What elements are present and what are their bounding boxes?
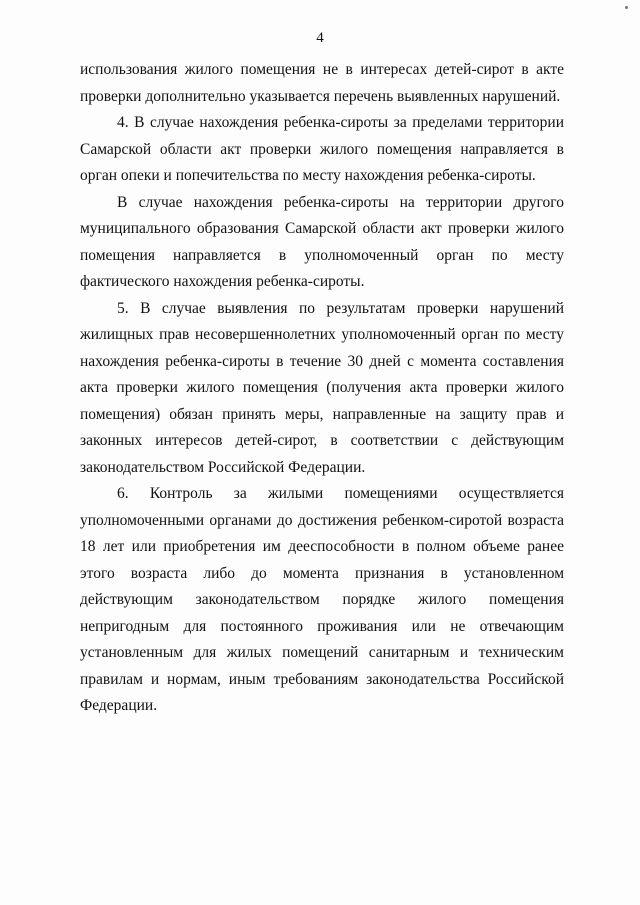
paragraph-continuation: использования жилого помещения не в интересах детей-сирот в акте проверки дополнительно указывается перечень выявленных нарушений. [80, 61, 564, 105]
scan-speck [625, 6, 628, 9]
page-number: 4 [316, 30, 324, 46]
paragraph-clause-4-second: В случае нахождения ребенка-сироты на территории другого муниципального образования Самарской области акт проверки жилого помещения направляется в уполномоченный орган по месту фактического нахождения ребенка-сироты. [80, 193, 564, 290]
paragraph-clause-5: 5. В случае выявления по результатам проверки нарушений жилищных прав несовершеннолетних уполномоченный орган по месту нахождения ребенка-сироты в течение 30 дней с момента составления акта проверки жилого помещения (получения акта проверки жилого помещения) обязан принять меры, направленные на защиту прав и законных интересов детей-сирот, в соответствии с действующим законодательством Российской Федерации. [80, 299, 564, 476]
paragraph-clause-6: 6. Контроль за жилыми помещениями осуществляется уполномоченными органами до достижения ребенком-сиротой возраста 18 лет или приобретения им дееспособности в полном объеме ранее этого возраста либо до момента признания в установленном действующим законодательством порядке жилого помещения непригодным для постоянного проживания или не отвечающим установленным для жилых помещений санитарным и техническим правилам и нормам, иным требованиям законодательства Российской Федерации. [80, 485, 564, 714]
document-body [80, 57, 564, 720]
paragraph-clause-4: 4. В случае нахождения ребенка-сироты за пределами территории Самарской области акт проверки жилого помещения направляется в орган опеки и попечительства по месту нахождения ребенка-сироты. [80, 114, 564, 184]
